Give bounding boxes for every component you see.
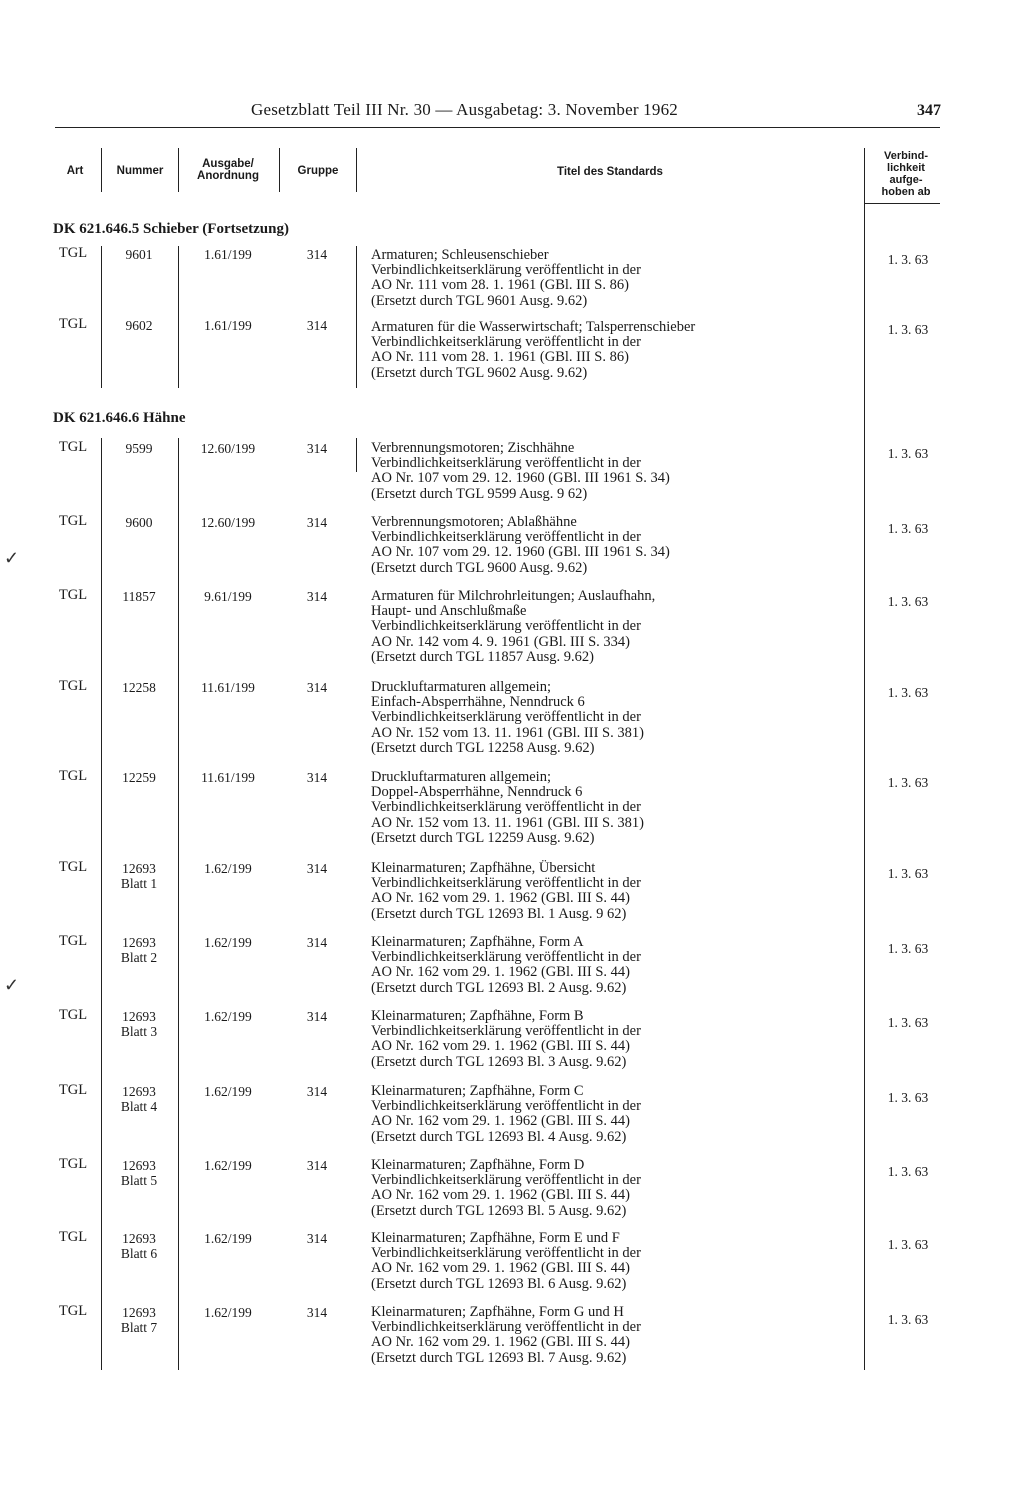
title-line: Verbindlichkeitserklärung veröffentlicht in der — [371, 455, 641, 472]
title-line: Verbindlichkeitserklärung veröffentlicht in der — [371, 1023, 641, 1040]
title-cell — [371, 589, 861, 665]
date-column-separator — [864, 204, 865, 1370]
column-header-gruppe-label: Gruppe — [297, 165, 339, 177]
nummer-cell — [104, 1305, 174, 1335]
nummer-value: 12693 — [122, 935, 156, 950]
title-line: AO Nr. 152 vom 13. 11. 1961 (GBl. III S. 381) — [371, 724, 644, 741]
art-cell: TGL — [58, 768, 88, 784]
column-header-ausgabe-line1: Ausgabe/ — [202, 158, 254, 170]
art-cell: TGL — [58, 513, 88, 529]
ausgabe-cell: 9.61/199 — [204, 589, 252, 604]
title-line: Armaturen; Schleusenschieber — [371, 247, 549, 263]
nummer-cell — [104, 1231, 174, 1261]
date-cell: 1. 3. 63 — [887, 1015, 929, 1030]
title-cell — [371, 770, 861, 846]
nummer-cell — [104, 1158, 174, 1188]
date-cell: 1. 3. 63 — [887, 1312, 929, 1327]
art-cell: TGL — [58, 933, 88, 949]
ausgabe-cell: 1.62/199 — [204, 935, 252, 950]
title-cell — [371, 320, 861, 381]
title-line: Verbindlichkeitserklärung veröffentlicht in der — [371, 529, 641, 546]
title-line: (Ersetzt durch TGL 9600 Ausg. 9.62) — [371, 559, 588, 576]
gruppe-cell: 314 — [306, 247, 328, 262]
nummer-value: 12693 — [122, 1231, 156, 1246]
section-title: DK 621.646.6 Hähne — [53, 410, 186, 426]
title-line: (Ersetzt durch TGL 12693 Bl. 1 Ausg. 9 62) — [371, 905, 627, 922]
title-line: Verbindlichkeitserklärung veröffentlicht in der — [371, 618, 641, 635]
art-cell: TGL — [58, 859, 88, 875]
page-header — [55, 100, 940, 126]
date-cell: 1. 3. 63 — [887, 521, 929, 536]
ausgabe-cell: 1.62/199 — [204, 1009, 252, 1024]
title-cell — [371, 441, 861, 502]
title-line: Verbrennungsmotoren; Ablaßhähne — [371, 514, 577, 530]
column-header-gruppe — [282, 165, 354, 177]
column-header-art-label: Art — [66, 165, 84, 177]
date-cell: 1. 3. 63 — [887, 446, 929, 461]
date-cell: 1. 3. 63 — [887, 1164, 929, 1179]
title-line: (Ersetzt durch TGL 12259 Ausg. 9.62) — [371, 829, 595, 846]
nummer-value: 12693 — [122, 1158, 156, 1173]
title-line: AO Nr. 111 vom 28. 1. 1961 (GBl. III S. 86) — [371, 277, 629, 294]
column-header-verb-line1: Verbind- — [883, 150, 928, 162]
gruppe-cell: 314 — [306, 1231, 328, 1246]
title-cell — [371, 1305, 861, 1366]
nummer-cell — [104, 589, 174, 604]
date-cell: 1. 3. 63 — [887, 685, 929, 700]
title-cell — [371, 935, 861, 996]
title-line: AO Nr. 162 vom 29. 1. 1962 (GBl. III S. 44) — [371, 1113, 630, 1130]
column-header-titel-label: Titel des Standards — [557, 166, 663, 178]
nummer-cell — [104, 515, 174, 530]
art-cell: TGL — [58, 1156, 88, 1172]
title-cell — [371, 680, 861, 756]
blatt-value: Blatt 7 — [120, 1320, 158, 1336]
margin-mark: ✓ — [4, 975, 20, 995]
title-line: (Ersetzt durch TGL 12258 Ausg. 9.62) — [371, 739, 595, 756]
date-cell: 1. 3. 63 — [887, 941, 929, 956]
date-cell: 1. 3. 63 — [887, 252, 929, 267]
title-line: Armaturen für die Wasserwirtschaft; Talsperrenschieber — [371, 319, 696, 335]
header-separator — [178, 148, 179, 192]
column-header-ausgabe-line2: Anordnung — [197, 170, 259, 182]
blatt-value: Blatt 1 — [120, 876, 158, 892]
title-line: AO Nr. 142 vom 4. 9. 1961 (GBl. III S. 334) — [371, 633, 630, 650]
nummer-cell — [104, 680, 174, 695]
title-line: (Ersetzt durch TGL 12693 Bl. 5 Ausg. 9.62) — [371, 1202, 627, 1219]
title-line: AO Nr. 162 vom 29. 1. 1962 (GBl. III S. 44) — [371, 1038, 630, 1055]
margin-mark: ✓ — [4, 548, 20, 568]
title-line: Verbindlichkeitserklärung veröffentlicht in der — [371, 1319, 641, 1336]
blatt-value: Blatt 3 — [120, 1024, 158, 1040]
title-line: Verbindlichkeitserklärung veröffentlicht in der — [371, 709, 641, 726]
title-line: Verbindlichkeitserklärung veröffentlicht in der — [371, 799, 641, 816]
title-cell — [371, 248, 861, 309]
art-cell: TGL — [58, 316, 88, 332]
title-cell — [371, 861, 861, 922]
title-line: (Ersetzt durch TGL 9602 Ausg. 9.62) — [371, 364, 588, 381]
gruppe-cell: 314 — [306, 515, 328, 530]
header-divider — [55, 127, 940, 128]
gruppe-cell: 314 — [306, 1009, 328, 1024]
title-line: Armaturen für Milchrohrleitungen; Auslaufhahn, — [371, 588, 656, 604]
title-line: Einfach-Absperrhähne, Nenndruck 6 — [371, 694, 585, 711]
nummer-value: 12693 — [122, 1305, 156, 1320]
gruppe-cell: 314 — [306, 861, 328, 876]
nummer-cell — [104, 1084, 174, 1114]
nummer-value: 12693 — [122, 1009, 156, 1024]
art-cell: TGL — [58, 1082, 88, 1098]
nummer-value: 12693 — [122, 1084, 156, 1099]
title-line: Kleinarmaturen; Zapfhähne, Form E und F — [371, 1230, 620, 1246]
title-cell — [371, 1158, 861, 1219]
title-line: Kleinarmaturen; Zapfhähne, Form D — [371, 1157, 585, 1173]
nummer-value: 9599 — [125, 441, 153, 456]
title-line: AO Nr. 162 vom 29. 1. 1962 (GBl. III S. 44) — [371, 964, 630, 981]
ausgabe-cell: 11.61/199 — [201, 770, 255, 785]
nummer-cell — [104, 935, 174, 965]
column-header-art — [52, 165, 98, 177]
title-line: Haupt- und Anschlußmaße — [371, 603, 527, 620]
ausgabe-cell: 12.60/199 — [200, 515, 256, 530]
nummer-value: 11857 — [122, 589, 156, 604]
title-cell — [371, 515, 861, 576]
title-line: AO Nr. 162 vom 29. 1. 1962 (GBl. III S. 44) — [371, 1187, 630, 1204]
title-line: AO Nr. 111 vom 28. 1. 1961 (GBl. III S. 86) — [371, 349, 629, 366]
art-cell: TGL — [58, 1229, 88, 1245]
title-line: Kleinarmaturen; Zapfhähne, Form A — [371, 934, 584, 950]
ausgabe-cell: 1.62/199 — [204, 1158, 252, 1173]
gruppe-cell: 314 — [306, 1158, 328, 1173]
title-line: Druckluftarmaturen allgemein; — [371, 769, 551, 785]
ausgabe-cell: 1.61/199 — [204, 318, 252, 333]
title-line: Verbindlichkeitserklärung veröffentlicht in der — [371, 262, 641, 279]
ausgabe-cell: 1.62/199 — [204, 1231, 252, 1246]
column-header-verb-line3: aufge- — [889, 174, 923, 186]
ausgabe-cell: 11.61/199 — [201, 680, 255, 695]
title-line: Druckluftarmaturen allgemein; — [371, 679, 551, 695]
header-separator — [356, 148, 357, 192]
column-header-ausgabe — [180, 158, 276, 182]
ausgabe-cell: 1.62/199 — [204, 1084, 252, 1099]
title-cell — [371, 1231, 861, 1292]
column-header-verb-line2: lichkeit — [887, 162, 925, 174]
title-line: AO Nr. 152 vom 13. 11. 1961 (GBl. III S. 381) — [371, 814, 644, 831]
header-bottom-rule — [864, 203, 940, 204]
title-line: (Ersetzt durch TGL 12693 Bl. 4 Ausg. 9.62) — [371, 1128, 627, 1145]
title-line: Kleinarmaturen; Zapfhähne, Form B — [371, 1008, 584, 1024]
title-line: AO Nr. 162 vom 29. 1. 1962 (GBl. III S. 44) — [371, 1260, 630, 1277]
column-header-verb-line4: hoben ab — [881, 186, 931, 198]
nummer-value: 9600 — [125, 515, 153, 530]
date-cell: 1. 3. 63 — [887, 866, 929, 881]
gruppe-cell: 314 — [306, 770, 328, 785]
date-cell: 1. 3. 63 — [887, 594, 929, 609]
column-header-nummer — [104, 165, 176, 177]
gruppe-cell: 314 — [306, 1084, 328, 1099]
title-line: Kleinarmaturen; Zapfhähne, Übersicht — [371, 860, 596, 876]
ausgabe-cell: 1.62/199 — [204, 861, 252, 876]
title-line: (Ersetzt durch TGL 9599 Ausg. 9 62) — [371, 485, 588, 502]
title-line: Doppel-Absperrhähne, Nenndruck 6 — [371, 784, 583, 801]
art-cell: TGL — [58, 587, 88, 603]
header-separator — [864, 148, 865, 204]
blatt-value: Blatt 2 — [120, 950, 158, 966]
gruppe-cell: 314 — [306, 441, 328, 456]
art-cell: TGL — [58, 439, 88, 455]
gruppe-cell: 314 — [306, 1305, 328, 1320]
row-separator — [356, 438, 357, 472]
ausgabe-cell: 1.62/199 — [204, 1305, 252, 1320]
date-cell: 1. 3. 63 — [887, 322, 929, 337]
title-line: Kleinarmaturen; Zapfhähne, Form G und H — [371, 1304, 624, 1320]
gruppe-cell: 314 — [306, 589, 328, 604]
gruppe-cell: 314 — [306, 318, 328, 333]
column-header-titel — [360, 166, 860, 178]
ausgabe-cell: 12.60/199 — [200, 441, 256, 456]
title-line: (Ersetzt durch TGL 12693 Bl. 2 Ausg. 9.62) — [371, 979, 627, 996]
date-cell: 1. 3. 63 — [887, 775, 929, 790]
gruppe-cell: 314 — [306, 680, 328, 695]
title-line: Verbindlichkeitserklärung veröffentlicht in der — [371, 1172, 641, 1189]
row-separator — [356, 246, 357, 388]
title-line: (Ersetzt durch TGL 12693 Bl. 7 Ausg. 9.62) — [371, 1349, 627, 1366]
art-cell: TGL — [58, 1007, 88, 1023]
section-title: DK 621.646.5 Schieber (Fortsetzung) — [53, 221, 289, 237]
blatt-value: Blatt 4 — [120, 1099, 158, 1115]
title-line: AO Nr. 107 vom 29. 12. 1960 (GBl. III 1961 S. 34) — [371, 470, 670, 487]
title-line: (Ersetzt durch TGL 9601 Ausg. 9.62) — [371, 292, 588, 309]
title-line: AO Nr. 107 vom 29. 12. 1960 (GBl. III 1961 S. 34) — [371, 544, 670, 561]
art-cell: TGL — [58, 245, 88, 261]
title-line: AO Nr. 162 vom 29. 1. 1962 (GBl. III S. 44) — [371, 890, 630, 907]
title-line: Verbindlichkeitserklärung veröffentlicht in der — [371, 949, 641, 966]
title-cell — [371, 1084, 861, 1145]
nummer-cell: 9601 — [125, 247, 153, 262]
gruppe-cell: 314 — [306, 935, 328, 950]
page-number: 347 — [917, 102, 941, 119]
title-line: Kleinarmaturen; Zapfhähne, Form C — [371, 1083, 584, 1099]
nummer-cell — [104, 1009, 174, 1039]
art-cell: TGL — [58, 678, 88, 694]
title-line: Verbindlichkeitserklärung veröffentlicht in der — [371, 334, 641, 351]
blatt-value: Blatt 6 — [120, 1246, 158, 1262]
page-title: Gesetzblatt Teil III Nr. 30 — Ausgabetag: 3. November 1962 — [251, 100, 678, 119]
art-cell: TGL — [58, 1303, 88, 1319]
date-cell: 1. 3. 63 — [887, 1237, 929, 1252]
column-header-nummer-label: Nummer — [116, 165, 164, 177]
title-line: AO Nr. 162 vom 29. 1. 1962 (GBl. III S. 44) — [371, 1334, 630, 1351]
nummer-cell: 9602 — [125, 318, 153, 333]
row-separator — [101, 438, 102, 1370]
title-cell — [371, 1009, 861, 1070]
row-separator — [178, 438, 179, 1370]
nummer-value: 12259 — [122, 770, 156, 785]
row-separator — [178, 246, 179, 388]
nummer-cell — [104, 441, 174, 456]
nummer-value: 12693 — [122, 861, 156, 876]
title-line: (Ersetzt durch TGL 11857 Ausg. 9.62) — [371, 648, 594, 665]
nummer-value: 12258 — [122, 680, 156, 695]
column-header-verbindlichkeit — [866, 150, 946, 198]
title-line: Verbindlichkeitserklärung veröffentlicht in der — [371, 875, 641, 892]
title-line: (Ersetzt durch TGL 12693 Bl. 6 Ausg. 9.62) — [371, 1275, 627, 1292]
title-line: Verbrennungsmotoren; Zischhähne — [371, 440, 575, 456]
date-cell: 1. 3. 63 — [887, 1090, 929, 1105]
row-separator — [101, 246, 102, 388]
title-line: Verbindlichkeitserklärung veröffentlicht in der — [371, 1098, 641, 1115]
title-line: (Ersetzt durch TGL 12693 Bl. 3 Ausg. 9.62) — [371, 1053, 627, 1070]
nummer-cell — [104, 861, 174, 891]
header-separator — [101, 148, 102, 192]
title-line: Verbindlichkeitserklärung veröffentlicht in der — [371, 1245, 641, 1262]
nummer-cell — [104, 770, 174, 785]
ausgabe-cell: 1.61/199 — [204, 247, 252, 262]
blatt-value: Blatt 5 — [120, 1173, 158, 1189]
header-separator — [279, 148, 280, 192]
